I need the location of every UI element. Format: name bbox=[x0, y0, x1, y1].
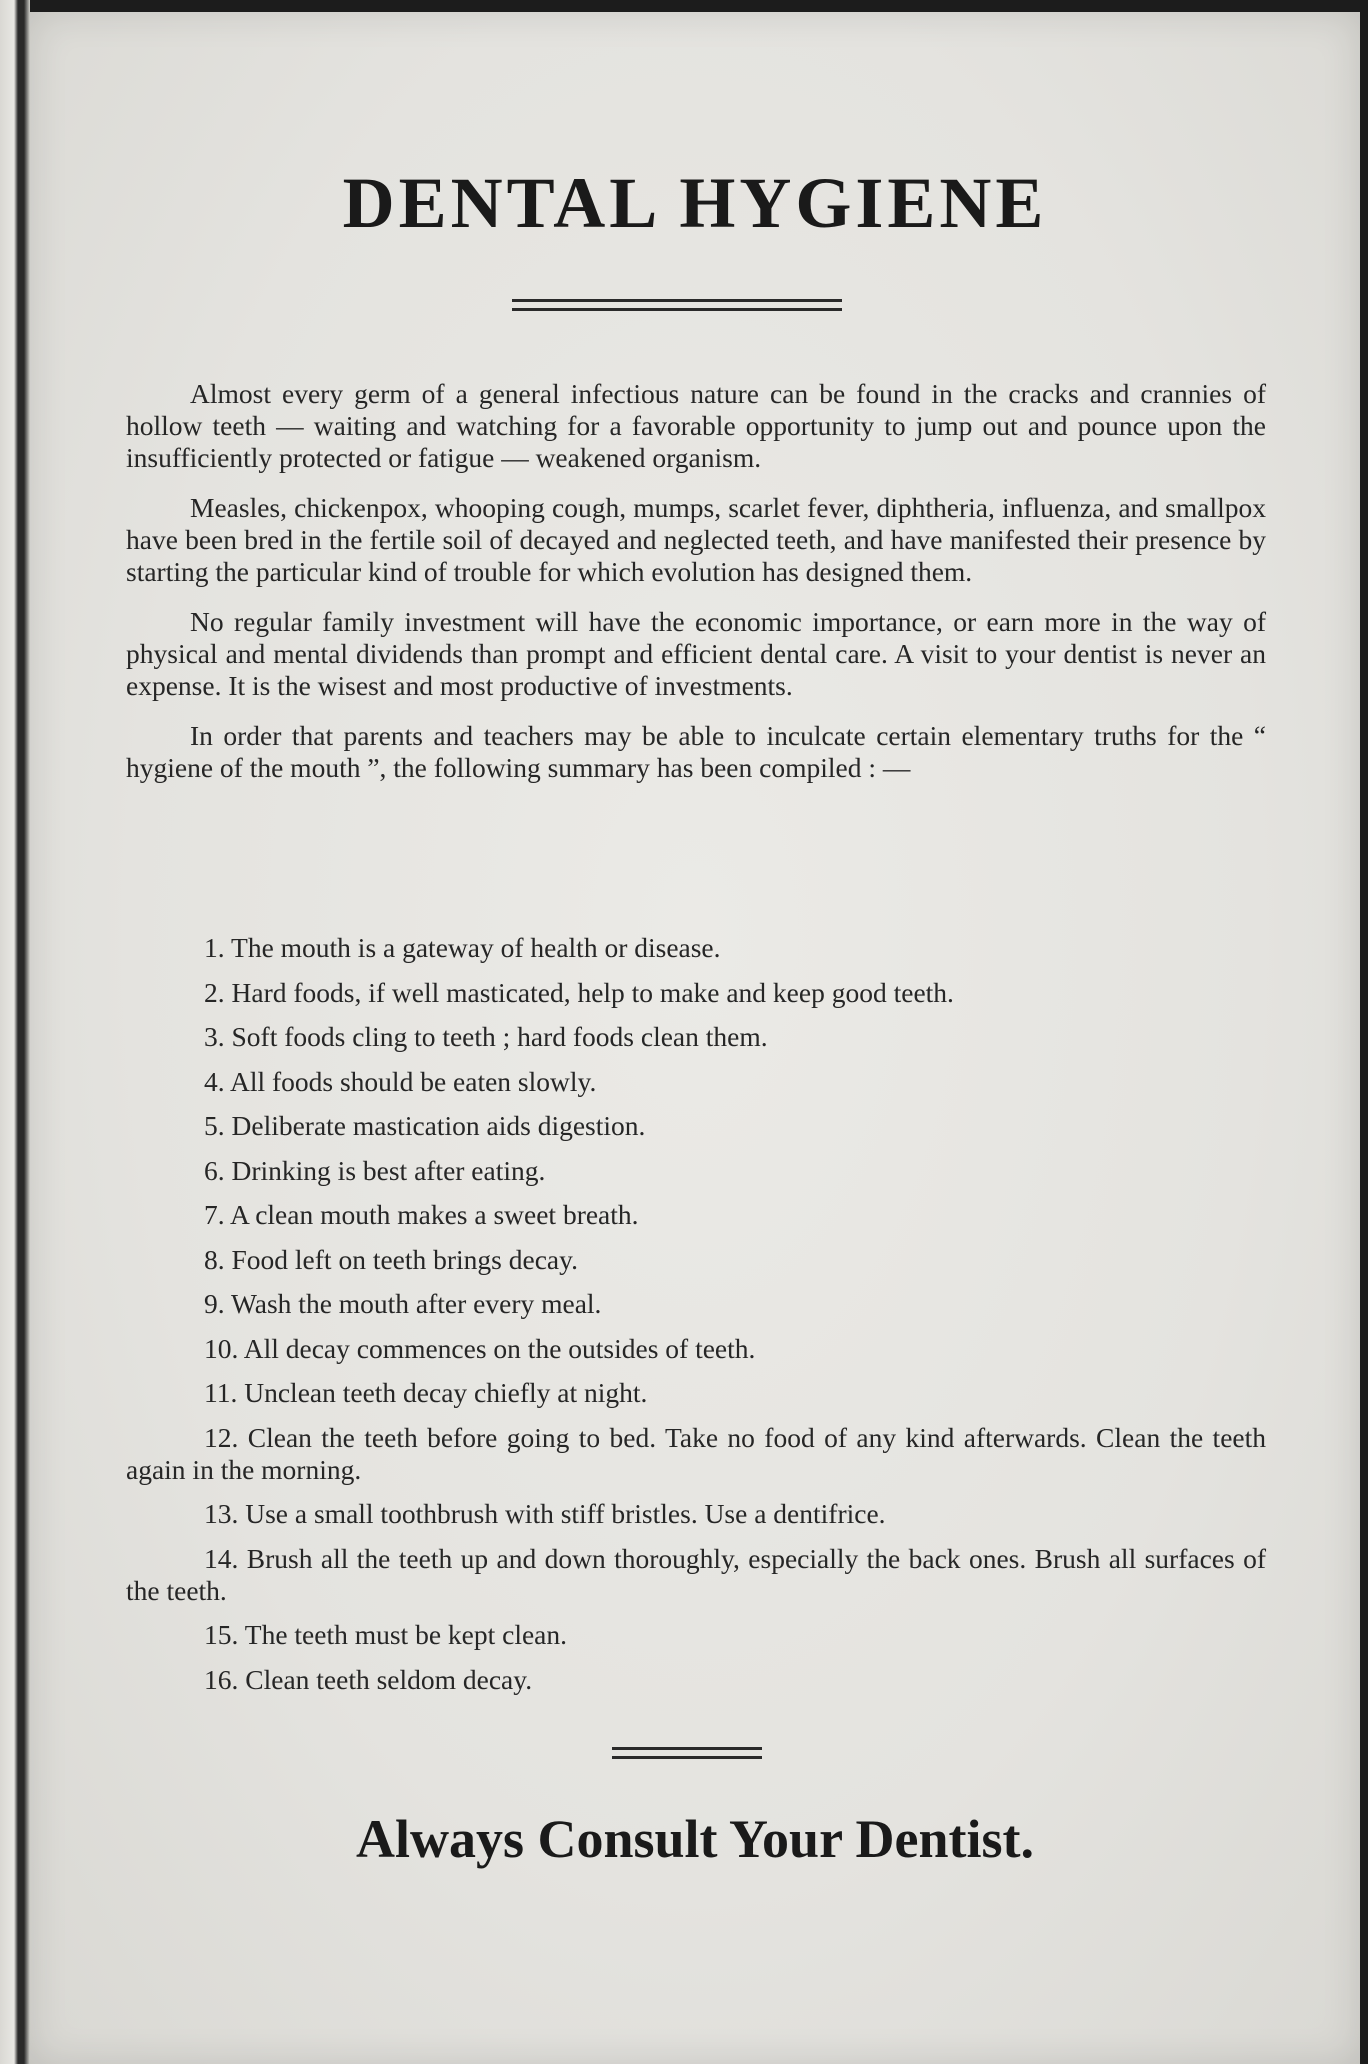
item-text: Unclean teeth decay chiefly at night. bbox=[244, 1377, 648, 1408]
item-number: 2. bbox=[204, 976, 225, 1008]
paragraph: Almost every germ of a general infectious nature can be found in the cracks and crannies of hollow teeth — waiting and watching for a favorable opportunity to jump out and pounce upon the insufficiently protected or fatigue — weakened organism. bbox=[126, 378, 1266, 473]
item-number: 13. bbox=[204, 1498, 239, 1529]
paragraph: In order that parents and teachers may be able to inculcate certain elementary truths for the “ hygiene of the mouth ”, the following summary has been compiled : — bbox=[126, 720, 1266, 783]
item-number: 16. bbox=[204, 1663, 239, 1695]
list-item bbox=[126, 1021, 1266, 1053]
item-number: 7. bbox=[204, 1199, 225, 1230]
item-text: Soft foods cling to teeth ; hard foods clean them. bbox=[231, 1021, 768, 1052]
item-number: 14. bbox=[204, 1542, 239, 1574]
hygiene-rules-list bbox=[126, 932, 1266, 1708]
item-text: Clean the teeth before going to bed. Take no food of any kind afterwards. Clean the teeth again in the morning. bbox=[126, 1421, 1267, 1485]
item-number: 8. bbox=[204, 1243, 225, 1275]
item-text: Food left on teeth brings decay. bbox=[231, 1243, 578, 1275]
footer-slogan: Always Consult Your Dentist. bbox=[355, 1809, 1035, 1869]
list-item bbox=[126, 1664, 1266, 1696]
item-number: 15. bbox=[204, 1619, 239, 1650]
list-item bbox=[126, 1377, 1266, 1409]
item-text: The teeth must be kept clean. bbox=[244, 1619, 568, 1650]
item-text: Use a small toothbrush with stiff bristles. Use a dentifrice. bbox=[245, 1498, 886, 1529]
item-text: A clean mouth makes a sweet breath. bbox=[229, 1199, 639, 1230]
list-item bbox=[126, 977, 1266, 1009]
list-item bbox=[126, 932, 1266, 964]
list-item bbox=[126, 1333, 1266, 1365]
item-number: 5. bbox=[204, 1110, 225, 1141]
item-text: Drinking is best after eating. bbox=[231, 1154, 546, 1186]
list-item bbox=[126, 1244, 1266, 1276]
item-number: 1. bbox=[204, 932, 225, 963]
intro-text bbox=[126, 378, 1266, 802]
list-item bbox=[126, 1110, 1266, 1142]
footer-divider bbox=[612, 1747, 762, 1759]
item-text: All decay commences on the outsides of teeth. bbox=[243, 1332, 756, 1364]
item-number: 11. bbox=[204, 1377, 238, 1408]
item-number: 6. bbox=[204, 1154, 225, 1186]
page-title: DENTAL HYGIENE bbox=[342, 163, 1048, 243]
scan-edge-strip bbox=[0, 0, 30, 2064]
list-item bbox=[126, 1619, 1266, 1651]
list-item bbox=[126, 1155, 1266, 1187]
item-number: 3. bbox=[204, 1021, 225, 1052]
item-text: Wash the mouth after every meal. bbox=[231, 1288, 602, 1319]
list-item bbox=[126, 1422, 1266, 1486]
list-item bbox=[126, 1288, 1266, 1320]
item-text: Brush all the teeth up and down thoroughly, especially the back ones. Brush all surfaces of the teeth. bbox=[126, 1542, 1266, 1606]
item-text: The mouth is a gateway of health or disease. bbox=[231, 932, 721, 963]
item-number: 12. bbox=[204, 1421, 239, 1453]
item-text: Deliberate mastication aids digestion. bbox=[231, 1110, 646, 1141]
item-number: 10. bbox=[204, 1332, 239, 1364]
item-number: 9. bbox=[204, 1288, 225, 1319]
item-text: Hard foods, if well masticated, help to make and keep good teeth. bbox=[231, 976, 954, 1008]
title-divider bbox=[512, 299, 842, 311]
item-text: All foods should be eaten slowly. bbox=[229, 1065, 597, 1097]
list-item bbox=[126, 1498, 1266, 1530]
paragraph: Measles, chickenpox, whooping cough, mumps, scarlet fever, diphtheria, influenza, and smallpox have been bred in the fertile soil of decayed and neglected teeth, and have manifested their presence by starting the particular kind of trouble for which evolution has designed them. bbox=[126, 492, 1266, 587]
item-text: Clean teeth seldom decay. bbox=[245, 1663, 533, 1695]
list-item bbox=[126, 1199, 1266, 1231]
list-item bbox=[126, 1543, 1266, 1607]
item-number: 4. bbox=[204, 1065, 225, 1097]
document-page bbox=[30, 12, 1360, 2064]
paragraph: No regular family investment will have the economic importance, or earn more in the way of physical and mental dividends than prompt and efficient dental care. A visit to your dentist is never an expense. It is the wisest and most productive of investments. bbox=[126, 606, 1266, 701]
list-item bbox=[126, 1066, 1266, 1098]
